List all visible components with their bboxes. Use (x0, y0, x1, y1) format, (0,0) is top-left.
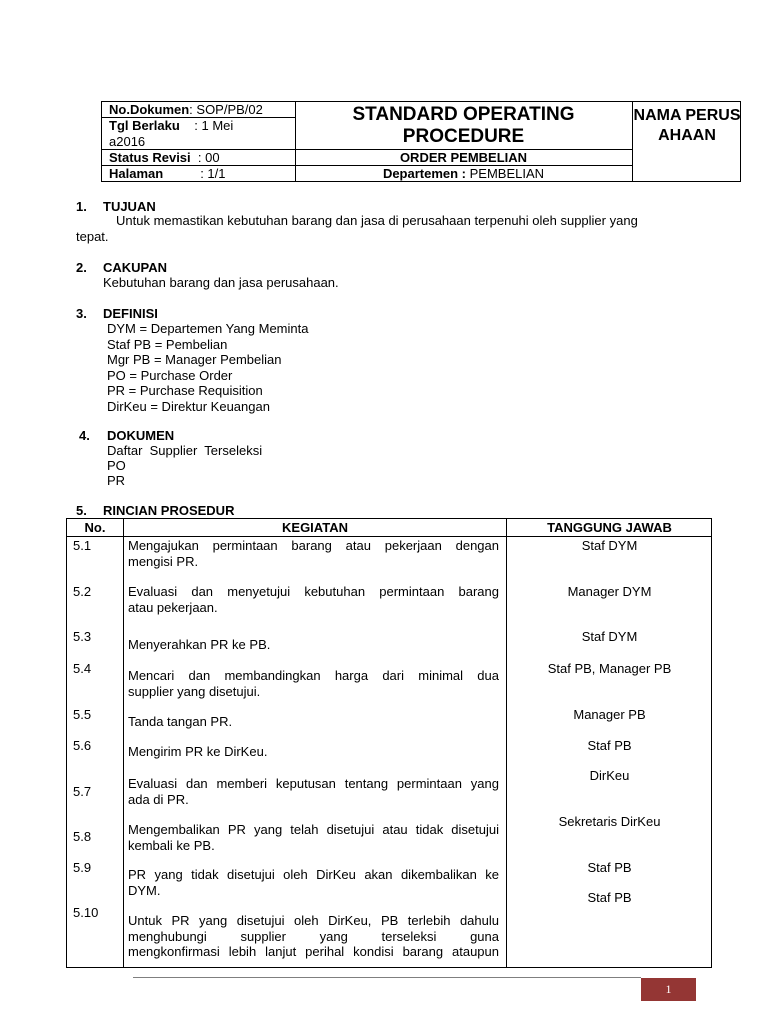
tgl-berlaku-label: Tgl Berlaku (109, 118, 180, 133)
row-responsible: Staf PB, Manager PB (547, 661, 672, 676)
dokumen-item: Daftar Supplier Terseleksi (107, 443, 263, 458)
dokumen-number: 4. (79, 428, 90, 443)
procedure-table (66, 518, 712, 968)
halaman-value: : 1/1 (200, 166, 226, 181)
dokumen-item: PR (107, 473, 126, 488)
definisi-item: Mgr PB = Manager Pembelian (107, 352, 282, 367)
cakupan-heading: CAKUPAN (103, 260, 168, 275)
row-number: 5.8 (73, 829, 92, 844)
column-header-no: No. (84, 520, 106, 535)
row-responsible: Sekretaris DirKeu (558, 814, 661, 829)
row-number: 5.2 (73, 584, 92, 599)
row-responsible: Staf DYM (581, 538, 638, 553)
tujuan-heading: TUJUAN (103, 199, 156, 214)
row-responsible: Staf PB (587, 890, 632, 905)
row-activity-line: Menyerahkan PR ke PB. (128, 637, 271, 652)
row-responsible: Manager DYM (567, 584, 652, 599)
row-activity-line: supplier yang disetujui. (128, 683, 261, 699)
row-activity-line: Mencari dan membandingkan harga dari minimal dua (128, 668, 499, 683)
row-activity-line: Untuk PR yang disetujui oleh DirKeu, PB terlebih dahulu (128, 913, 499, 928)
row-number: 5.4 (73, 661, 92, 676)
halaman-row (109, 166, 226, 181)
row-number: 5.9 (73, 860, 92, 875)
row-number: 5.3 (73, 629, 92, 644)
tujuan-text-line2: tepat. (76, 229, 109, 244)
row-activity-line: Evaluasi dan menyetujui kebutuhan permintaan barang (128, 584, 499, 599)
rincian-heading: RINCIAN PROSEDUR (103, 503, 235, 518)
row-activity-line: menghubungi supplier yang terseleksi guna (128, 928, 499, 944)
cakupan-text: Kebutuhan barang dan jasa perusahaan. (103, 275, 339, 290)
tgl-berlaku-value: : 1 Mei (194, 118, 234, 133)
row-activity-line: Tanda tangan PR. (128, 714, 233, 729)
column-header-tanggung-jawab: TANGGUNG JAWAB (547, 520, 672, 535)
row-activity-line: Evaluasi dan memberi keputusan tentang permintaan yang (128, 776, 499, 791)
row-responsible: Staf PB (587, 860, 632, 875)
company-name: NAMA PERUSAHAAN (633, 107, 741, 144)
definisi-item: Staf PB = Pembelian (107, 336, 228, 352)
definisi-item: DYM = Departemen Yang Meminta (107, 321, 309, 336)
dokumen-heading: DOKUMEN (107, 428, 175, 443)
document-header (101, 101, 741, 182)
definisi-heading: DEFINISI (103, 306, 158, 321)
status-revisi-value: : 00 (197, 150, 220, 165)
row-activity-line: mengisi PR. (128, 553, 199, 569)
definisi-item: PO = Purchase Order (107, 367, 233, 383)
row-number: 5.1 (73, 538, 92, 553)
sop-subtitle: ORDER PEMBELIAN (399, 150, 528, 165)
halaman-label: Halaman (109, 166, 164, 181)
row-activity-line: PR yang tidak disetujui oleh DirKeu akan dikembalikan ke (128, 867, 499, 882)
sop-title (295, 104, 632, 148)
dokumen-item: PO (107, 458, 126, 473)
tgl-berlaku-row (109, 118, 233, 133)
row-number: 5.5 (73, 707, 92, 722)
row-number: 5.6 (73, 738, 92, 753)
cakupan-number: 2. (76, 260, 87, 275)
status-revisi-label: Status Revisi (109, 150, 191, 165)
row-number: 5.10 (73, 905, 99, 920)
column-header-kegiatan: KEGIATAN (282, 520, 348, 535)
definisi-number: 3. (76, 306, 87, 321)
department-value: PEMBELIAN (469, 166, 545, 181)
page-number: 1 (641, 978, 696, 1001)
tgl-berlaku-year: a2016 (109, 134, 146, 149)
no-dokumen-label: No.Dokumen (109, 102, 190, 117)
department-row (295, 166, 632, 182)
row-activity-line: mengkonfirmasi lebih lanjut perihal kondisi barang ataupun (128, 944, 499, 959)
definisi-item: PR = Purchase Requisition (107, 383, 263, 398)
row-activity-line: atau pekerjaan. (128, 599, 218, 615)
row-activity-line: DYM. (128, 882, 161, 898)
row-responsible: DirKeu (589, 768, 630, 783)
department-label: Departemen : (382, 166, 467, 181)
row-activity-line: ada di PR. (128, 791, 189, 807)
sop-title-line2: PROCEDURE (402, 126, 525, 147)
footer-rule (133, 977, 641, 978)
rincian-number: 5. (76, 503, 87, 518)
no-dokumen-value: : SOP/PB/02 (189, 102, 263, 117)
tujuan-number: 1. (76, 199, 87, 214)
row-responsible: Manager PB (573, 707, 646, 722)
row-responsible: Staf DYM (581, 629, 638, 644)
row-number: 5.7 (73, 784, 92, 799)
row-activity-line: kembali ke PB. (128, 837, 215, 853)
no-dokumen-row (109, 102, 263, 117)
status-revisi-row (109, 150, 220, 165)
row-responsible: Staf PB (587, 738, 632, 753)
tujuan-text-line1: Untuk memastikan kebutuhan barang dan jasa di perusahaan terpenuhi oleh supplier yang (116, 213, 638, 228)
row-activity-line: Mengembalikan PR yang telah disetujui atau tidak disetujui (128, 822, 499, 837)
sop-title-line1: STANDARD OPERATING (352, 104, 575, 125)
definisi-item: DirKeu = Direktur Keuangan (107, 398, 270, 414)
row-activity-line: Mengajukan permintaan barang atau pekerjaan dengan (128, 538, 499, 553)
row-activity-line: Mengirim PR ke DirKeu. (128, 744, 268, 759)
